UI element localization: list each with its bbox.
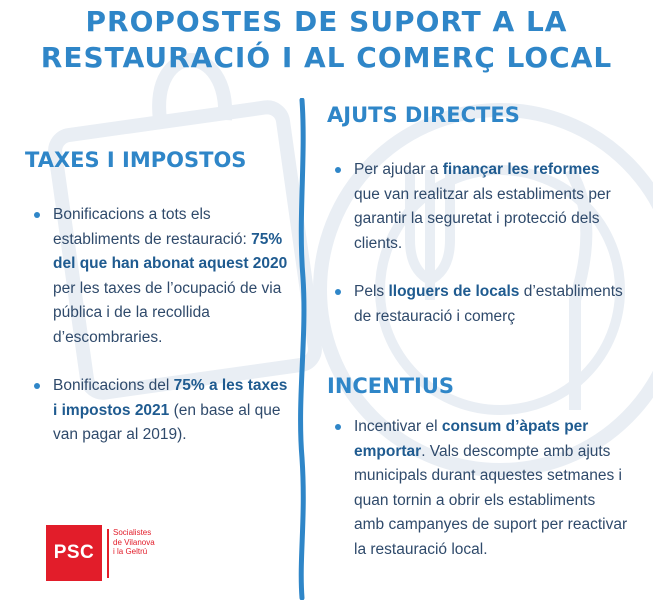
list-item (328, 415, 628, 562)
logo-caption-line-2: de Vilanova (113, 537, 155, 547)
bullet-icon (335, 424, 341, 430)
item-emphasis: lloguers de locals (388, 283, 520, 300)
item-text: Pels (354, 283, 389, 300)
section-heading-taxes: TAXES I IMPOSTOS (25, 148, 247, 172)
psc-logo-mark: PSC (53, 542, 95, 563)
logo-caption (113, 528, 173, 557)
item-text: que van realitzar als establiments per garantir la seguretat i protecció dels clients. (354, 185, 611, 252)
column-divider (290, 98, 314, 600)
logo-caption-line-1: Socialistes (113, 528, 152, 537)
item-emphasis: 75% a les taxes i impostos 2021 (53, 377, 288, 419)
taxes-list (27, 203, 289, 448)
bullet-icon (34, 212, 40, 218)
list-item (27, 374, 289, 448)
incentius-list (328, 415, 628, 562)
item-text: Bonificacions del (53, 377, 174, 394)
item-text: Incentivar el (354, 418, 442, 435)
bullet-icon (335, 167, 341, 173)
section-heading-incentius: INCENTIUS (327, 374, 455, 398)
list-item (27, 203, 289, 350)
list-item (328, 280, 628, 329)
psc-logo (46, 525, 166, 583)
item-text: (en base al que van pagar al 2019). (53, 401, 281, 443)
title-line-2: RESTAURACIÓ I AL COMERÇ LOCAL (40, 41, 613, 74)
item-emphasis: finançar les reformes (442, 161, 600, 178)
item-text: Per ajudar a (354, 161, 443, 178)
item-text: . Vals descompte amb ajuts municipals durant aquestes setmanes i quan tornin a obrir els establiments amb campanyes de suport per reactivar la restauració local. (354, 442, 628, 558)
item-text: per les taxes de l’ocupació de via pública i de la recollida d’escombraries. (53, 279, 282, 346)
item-text: Bonificacions a tots els establiments de restauració: (53, 206, 252, 248)
item-emphasis: 75% del que han abonat aquest 2020 (53, 230, 288, 272)
item-emphasis: consum d’àpats per emportar (354, 418, 589, 460)
bullet-icon (335, 289, 341, 295)
section-heading-ajuts: AJUTS DIRECTES (327, 103, 520, 127)
title-line-1: PROPOSTES DE SUPORT A LA (85, 5, 568, 38)
page-title (0, 4, 653, 76)
ajuts-list (328, 158, 628, 329)
logo-divider (107, 529, 109, 578)
item-text: d’establiments de restauració i comerç (354, 283, 623, 325)
list-item (328, 158, 628, 256)
psc-logo-box (46, 525, 102, 581)
logo-caption-line-3: i la Geltrú (113, 547, 148, 556)
bullet-icon (34, 383, 40, 389)
